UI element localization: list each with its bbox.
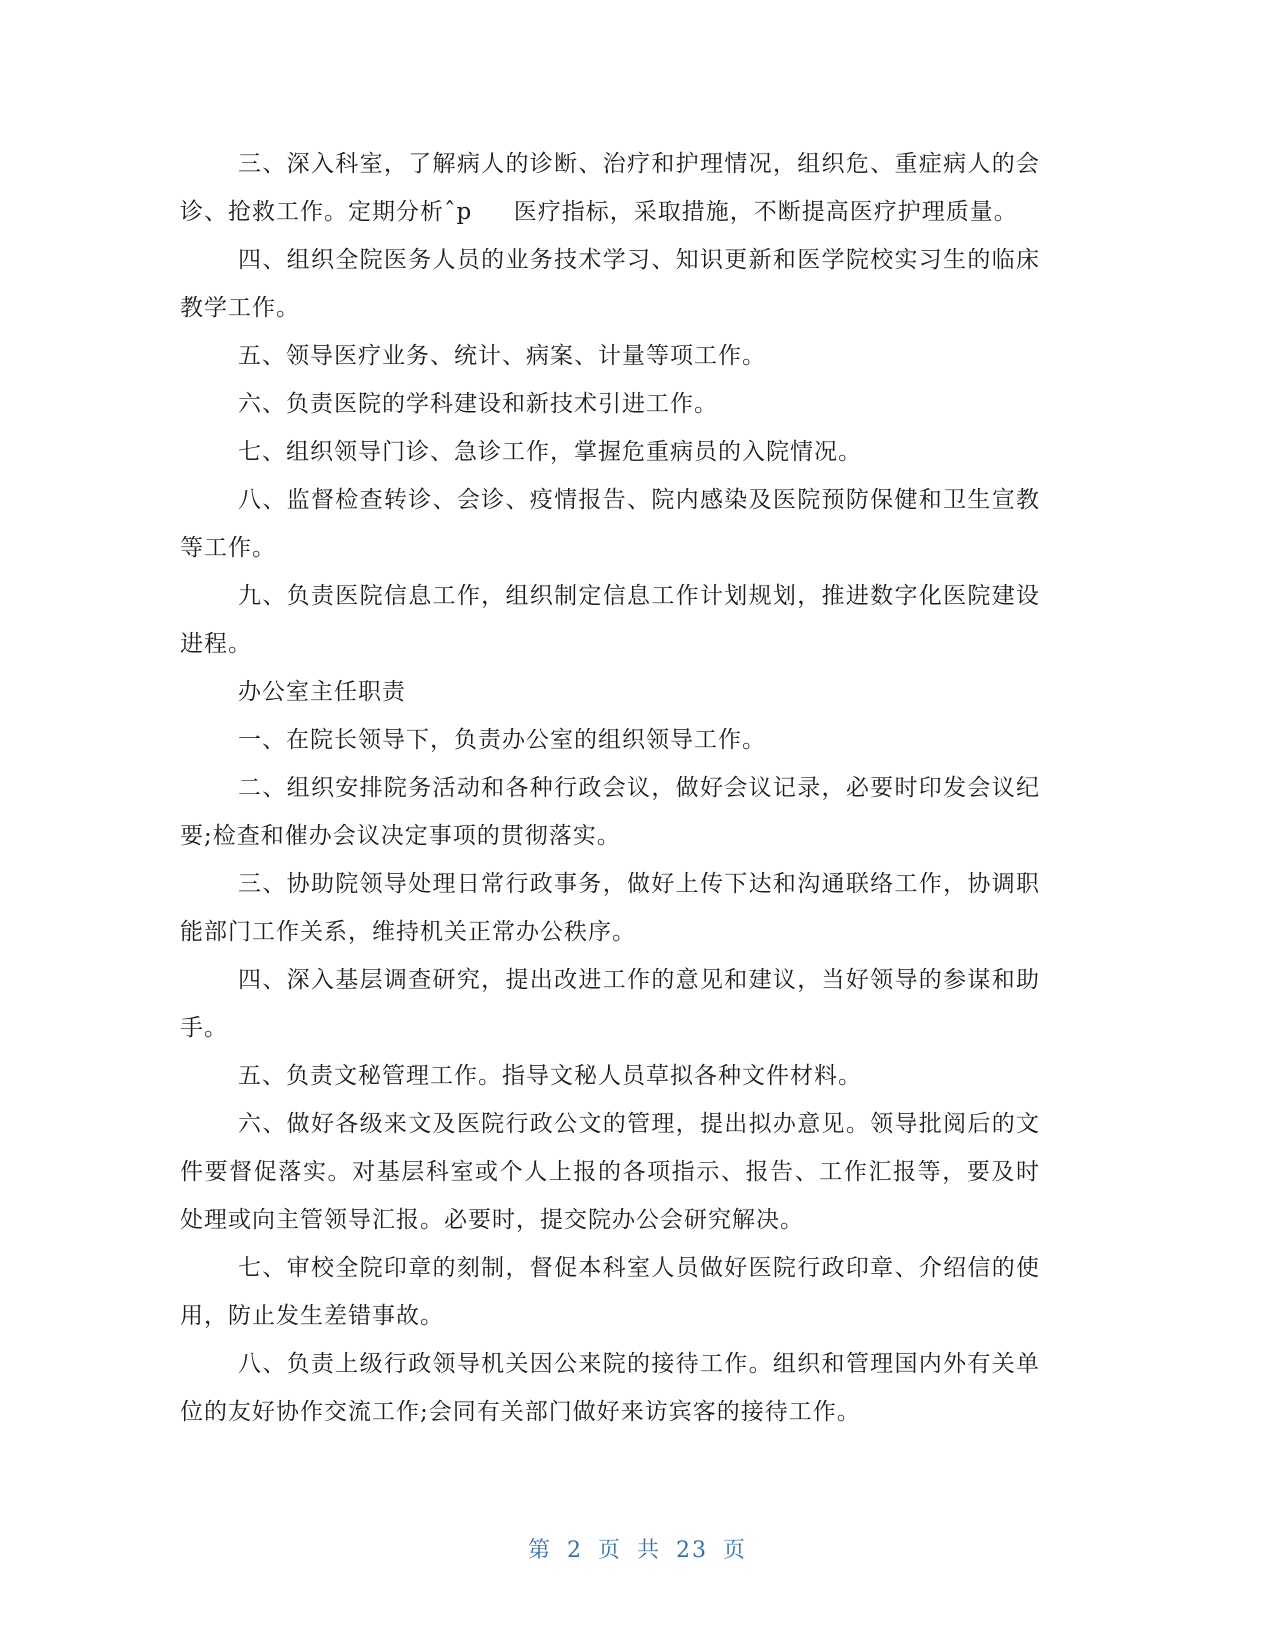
section-paragraph-7: 七、审校全院印章的刻制，督促本科室人员做好医院行政印章、介绍信的使用，防止发生差错事故。 [180, 1255, 1040, 1329]
paragraph-item-5: 五、领导医疗业务、统计、病案、计量等项工作。 [238, 343, 766, 369]
section-paragraph-3: 三、协助院领导处理日常行政事务，做好上传下达和沟通联络工作，协调职能部门工作关系，维持机关正常办公秩序。 [180, 871, 1040, 945]
paragraph-item-7: 七、组织领导门诊、急诊工作，掌握危重病员的入院情况。 [238, 439, 862, 465]
section-paragraph-1: 一、在院长领导下，负责办公室的组织领导工作。 [238, 727, 766, 753]
section-paragraph-5: 五、负责文秘管理工作。指导文秘人员草拟各种文件材料。 [238, 1063, 862, 1089]
page-number-footer: 第 2 页 共 23 页 [528, 1538, 747, 1563]
paragraph-item-3: 三、深入科室，了解病人的诊断、治疗和护理情况，组织危、重症病人的会诊、抢救工作。定期分析ˆp 医疗指标，采取措施，不断提高医疗护理质量。 [180, 151, 1040, 225]
section-paragraph-8: 八、负责上级行政领导机关因公来院的接待工作。组织和管理国内外有关单位的友好协作交流工作;会同有关部门做好来访宾客的接待工作。 [180, 1351, 1040, 1425]
paragraph-item-9: 九、负责医院信息工作，组织制定信息工作计划规划，推进数字化医院建设进程。 [180, 583, 1040, 657]
paragraph-item-8: 八、监督检查转诊、会诊、疫情报告、院内感染及医院预防保健和卫生宣教等工作。 [180, 487, 1040, 561]
paragraph-item-6: 六、负责医院的学科建设和新技术引进工作。 [238, 391, 718, 417]
paragraph-item-4: 四、组织全院医务人员的业务技术学习、知识更新和医学院校实习生的临床教学工作。 [180, 247, 1040, 321]
section-paragraph-2: 二、组织安排院务活动和各种行政会议，做好会议记录，必要时印发会议纪要;检查和催办会议决定事项的贯彻落实。 [180, 775, 1040, 849]
section-paragraph-6: 六、做好各级来文及医院行政公文的管理，提出拟办意见。领导批阅后的文件要督促落实。对基层科室或个人上报的各项指示、报告、工作汇报等，要及时处理或向主管领导汇报。必要时，提交院办公会研究解决。 [180, 1111, 1040, 1233]
document-body [180, 140, 1040, 1436]
section-paragraph-4: 四、深入基层调查研究，提出改进工作的意见和建议，当好领导的参谋和助手。 [180, 967, 1040, 1041]
section-title: 办公室主任职责 [238, 679, 406, 705]
